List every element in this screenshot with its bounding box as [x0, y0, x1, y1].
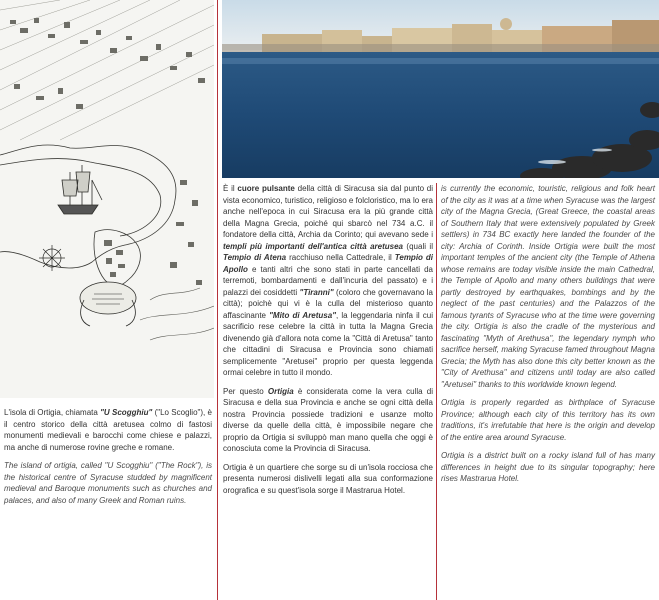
italian-paragraph-3: Ortigia è un quartiere che sorge su di un'isola rocciosa che presenta numerosi dislivelli legati alla sua conformazione orografica e su quest'isola sorge il Mastrarua Hotel.	[223, 462, 433, 495]
english-intro-paragraph: The island of ortigia, called "U Scogghiu" ("The Rock"), is the historical centre of Syracuse studded by magnificent medieval and Baroque monuments such as churches and palaces, and also of many Greek and Roman ruins.	[4, 461, 212, 505]
italian-paragraph-1: È il cuore pulsante della città di Siracusa sia dal punto di vista economico, turistico, religioso e folcloristico, ma lo era anche nell'epoca in cui Siracusa era la più grande città della Magna Grecia, poiché qui sbarcò nel 734 a.C. il fondatore della città, Archia da Corinto; qui avevano sede i templi più importanti dell'antica città aretusea (quali il Tempio di Atena racchiuso nella Cattedrale, il Tempio di Apollo e tanti altri che sono stati in parte cancellati da terremoti, bombardamenti e dall'incuria del passato) e i palazzi dei cosiddetti "Tiranni" (coloro che governavano la città); poichè qui vi è la culla del misterioso quanto affascinante "Mito di Aretusa", la leggendaria ninfa il cui sacrificio rese celebre la città in tutta la Magna Grecia divenendo già d'allora nota come la "Città di Aretusa" tanto che cittadini di Siracusa e Provincia sono chiamati semplicemente "Aretusei" proprio per questa leggenda ormai celebre in tutto il mondo.	[223, 184, 434, 377]
italian-paragraph-2: Per questo Ortigia è considerata come la vera culla di Siracusa e della sua Provincia e anche se ogni città della nostra Provincia possiede tradizioni e usanze molto diverse da quelle della città, è impossibile negare che proprio da Ortigia si sviluppò man mano quella che oggi è conosciuta come la Provincia di Siracusa.	[223, 386, 433, 453]
column-divider	[436, 183, 437, 600]
italian-text-column	[223, 183, 433, 503]
ortigia-waterfront-photo	[222, 0, 659, 178]
column-divider	[217, 0, 218, 600]
left-text-column	[4, 407, 212, 513]
italian-intro-paragraph: L'isola di Ortigia, chiamata "U Scogghiu" ("Lo Scoglio"), è il centro storico della città aretusea colmo di fastosi monumenti medievali e barocchi come chiese e palazzi, ma anche di numerose rovine greche e romane.	[4, 408, 213, 452]
english-paragraph-1: is currently the economic, touristic, religious and folk heart of the city as it was at a time when Syracuse was the largest city of the Magna Grecia, (Great Greece, the coastal areas of Southern Italy that were extensively populated by Greek settlers) in 734 BC exactly here landed the founder of the city: Archia of Corinth. Inside Ortigia were built the most important temples of the ancient city (the Temple of Athena whose remains are today visible inside the main Cathedral, the Temple of Apollo and many others buildings that were partly destroyed by earthquakes, bombings and by the neglect of the past centuries) and the Palazzos of the famous tyrants of Syracuse who at the time were governing the city. Ortigia is also the cradle of the mysterious and fascinating "Myth of Arethusa", the legendary nymph who sacrifice herself, making Syracuse famed throughout Magna Grecia; the Myth has also done this city better known as the "City of Arethusa" and citizens until today are also called "Aretusei" thanks to this worldwide known legend.	[441, 184, 655, 389]
english-paragraph-2: Ortigia is properly regarded as birthplace of Syracuse Province; although each city of this territory has its own traditions, it's irrefutable that here is the origin and develop of the entire area around Syracuse.	[441, 398, 655, 442]
english-text-column	[441, 183, 655, 492]
historic-map-illustration	[0, 0, 214, 398]
english-paragraph-3: Ortigia is a district built on a rocky island full of has many differences in height due to its singular topography; here rises Mastrarua Hotel.	[441, 451, 655, 483]
